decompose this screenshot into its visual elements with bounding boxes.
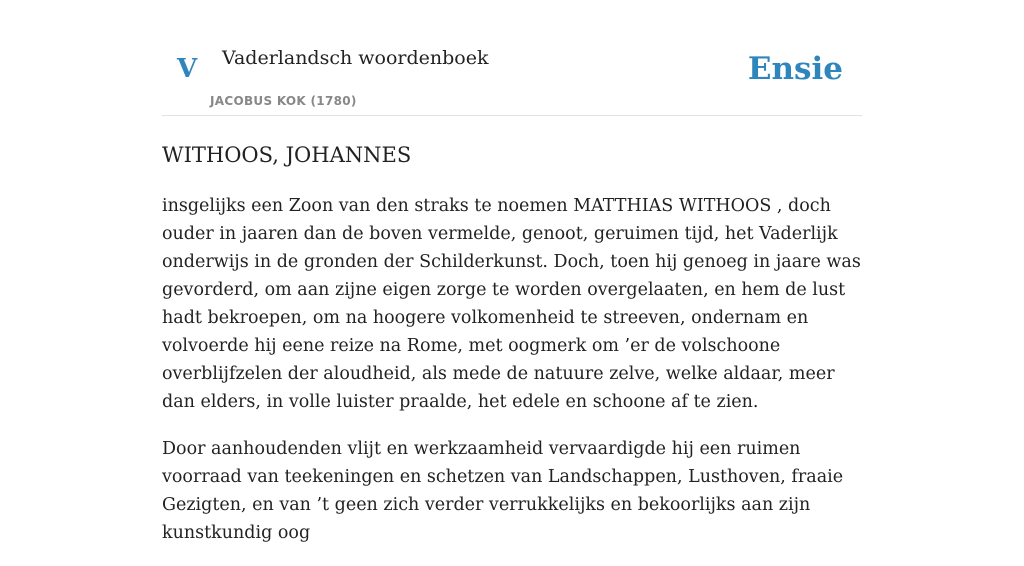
entry-paragraph: Door aanhoudenden vlijt en werkzaamheid vervaardigde hij een ruimen voorraad van teekeningen en schetzen van Landschappen, Lusthoven, fraaie Gezigten, en van ’t geen zich verder verrukkelijks en bekoorlijks aan zijn kunstkundig oog [162, 439, 844, 543]
book-author: JACOBUS KOK (1780) [210, 94, 357, 108]
entry-body [162, 192, 862, 566]
book-letter[interactable]: V [177, 54, 198, 84]
entry-title: WITHOOS, JOHANNES [162, 143, 412, 167]
book-header [162, 0, 862, 116]
entry-paragraph: insgelijks een Zoon van den straks te noemen MATTHIAS WITHOOS , doch ouder in jaaren dan de boven vermelde, genoot, geruimen tijd, het Vaderlijk onderwijs in de gronden der Schilderkunst. Doch, toen hij genoeg in jaare was gevorderd, om aan zijne eigen zorge te worden overgelaaten, en hem de lust hadt bekroepen, om na hoogere volkomenheid te streeven, ondernam en volvoerde hij eene reize na Rome, met oogmerk om ’er de volschoone overblijfzelen der aloudheid, als mede de natuure zelve, welke aldaar, meer dan elders, in volle luister praalde, het edele en schoone af te zien. [162, 196, 861, 412]
book-title-link[interactable]: Vaderlandsch woordenboek [222, 47, 489, 69]
ensie-logo-link[interactable]: Ensie [747, 51, 843, 87]
